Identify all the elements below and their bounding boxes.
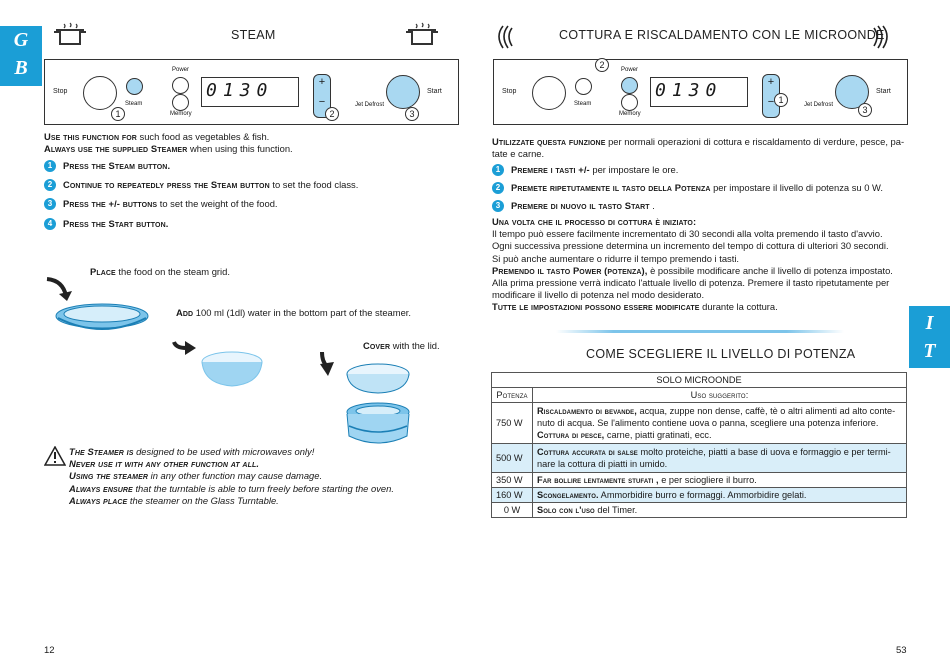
power-button-it[interactable] [621,77,638,94]
control-panel [44,59,459,125]
steamer-lid-image [343,360,413,396]
stop-button[interactable] [83,76,117,110]
callout-2-it: 2 [595,58,609,72]
plus-button[interactable]: + [318,76,326,88]
place-text: Place the food on the steam grid. [90,266,230,277]
page-number-right: 53 [896,645,907,656]
steam-button[interactable] [126,78,143,95]
table-header-use: Uso suggerito: [533,388,907,403]
memory-button-it[interactable] [621,94,638,111]
steamer-bowl-image [200,348,264,388]
cooking-notes-it: Una volta che il processo di cottura è iniziato: Il tempo può essere facilmente incrementato di 30 secondi alla volta premendo il tasto d'avvio. Ogni successiva pressione determina un incremento del tempo di cottura di ulteriori 30 secondi. Si può anche aumentare o ridurre il tempo premendo i tasti. Premendo il tasto Power (potenza), è possibile modificare anche il livello di potenza impostato. Alla prima pressione verrà indicato l'attuale livello di potenza. Premere il tasto ripetutamente per modificare il livello di potenza nel modo desiderato. Tutte le impostazioni possono essere modificate durante la cottura. [492,216,893,313]
power-table [491,372,907,518]
tab-letter-i: I [925,312,934,334]
tab-letter-b: B [14,57,28,79]
plus-button-it[interactable]: + [767,76,775,88]
microwave-waves-icon-right [872,24,892,50]
tab-letter-g: G [13,29,29,51]
time-display [201,77,299,107]
power-button[interactable] [172,77,189,94]
warnings-text: The Steamer is designed to be used with microwaves only! Never use it with any other function at all. Using the steamer in any other function may cause damage. Always ensure that the turntable is able to turn freely before starting the oven. Always place the steamer on the Glass Turntable. [69,446,394,506]
steps-list: 1 Press the Steam button. 2 Continue to repeatedly press the Steam button to set the food class. 3 Press the +/- buttons to set the weight of the food. 4 Press the Start button. [44,160,464,230]
memory-button[interactable] [172,94,189,111]
power-label: Power [172,67,190,73]
page-title-steam: STEAM [231,28,276,42]
callout-1: 1 [111,107,125,121]
section-divider [556,330,844,333]
callout-2: 2 [325,107,339,121]
start-label: Start [427,88,442,95]
callout-3-it: 3 [858,103,872,117]
jet-defrost-label: Jet Defrost [355,102,385,108]
section-title-power: COME SCEGLIERE IL LIVELLO DI POTENZA [586,347,856,361]
steam-pot-icon-right [402,22,442,48]
callout-3: 3 [405,107,419,121]
memory-label: Memory [170,111,192,117]
table-header-power: Potenza [492,388,533,403]
page-title-microwave: COTTURA E RISCALDAMENTO CON LE MICROONDE [559,28,885,42]
stop-button-it[interactable] [532,76,566,110]
table-row: 500 W Cottura accurata di salse molto proteiche, piatti a base di uova e formaggio e per termi- nare la cottura di piatti in umido. [492,444,907,473]
cover-text: Cover with the lid. [363,340,440,351]
start-label-it: Start [876,88,891,95]
display-digits: 0130 [206,80,274,101]
microwave-waves-icon [494,24,514,50]
arrow-right-icon [172,338,198,356]
table-row: 750 W Riscaldamento di bevande, acqua, zuppe non dense, caffè, tè o altri alimenti ad alto conte- nuto di acqua. Se l'alimento contiene uova o panna, scegliere una potenza inferiore. Cottura di pesce, carne, piatti gratinati, ecc. [492,403,907,444]
add-water-text: Add 100 ml (1dl) water in the bottom part of the steamer. [176,307,411,318]
power-label-it: Power [621,67,639,73]
arrow-curved-icon [44,276,74,302]
intro-text-it: Utilizzate questa funzione per normali operazioni di cottura e riscaldamento di verdure, pesce, pa- tate e carne. [492,136,905,160]
page-number-left: 12 [44,645,55,656]
control-panel-it [493,59,908,125]
steamer-assembled-image [343,400,413,450]
warning-triangle-icon [44,446,66,466]
tab-letter-t: T [923,340,936,362]
time-display-it [650,77,748,107]
arrow-down-icon [318,350,336,378]
intro-text: Use this function for such food as vegetables & fish. Always use the supplied Steamer when using this function. [44,131,293,155]
language-tab-gb [0,26,42,86]
display-digits-it: 0130 [655,80,723,101]
steam-label-it: Steam [574,101,592,107]
memory-label-it: Memory [619,111,641,117]
table-row: 350 W Far bollire lentamente stufati , e per sciogliere il burro. [492,473,907,488]
stop-label-it: Stop [502,88,517,95]
stop-label: Stop [53,88,68,95]
language-tab-it [909,306,950,368]
minus-button-it[interactable]: − [767,96,775,108]
steam-pot-icon [50,22,90,48]
callout-1-it: 1 [774,93,788,107]
table-caption: SOLO MICROONDE [492,373,907,388]
steam-label: Steam [125,101,143,107]
minus-button[interactable]: − [318,96,326,108]
table-row: 0 W Solo con l'uso del Timer. [492,503,907,518]
jet-defrost-label-it: Jet Defrost [804,102,834,108]
start-button[interactable] [386,75,420,109]
steam-button-it[interactable] [575,78,592,95]
steam-grid-image [52,300,152,336]
table-row: 160 W Scongelamento. Ammorbidire burro e formaggi. Ammorbidire gelati. [492,488,907,503]
steps-list-it: 1 Premere i tasti +/- per impostare le ore. 2 Premete ripetutamente il tasto della Potenza per impostare il livello di potenza su 0 W. 3 Premere di nuovo il tasto Start . [492,164,907,213]
